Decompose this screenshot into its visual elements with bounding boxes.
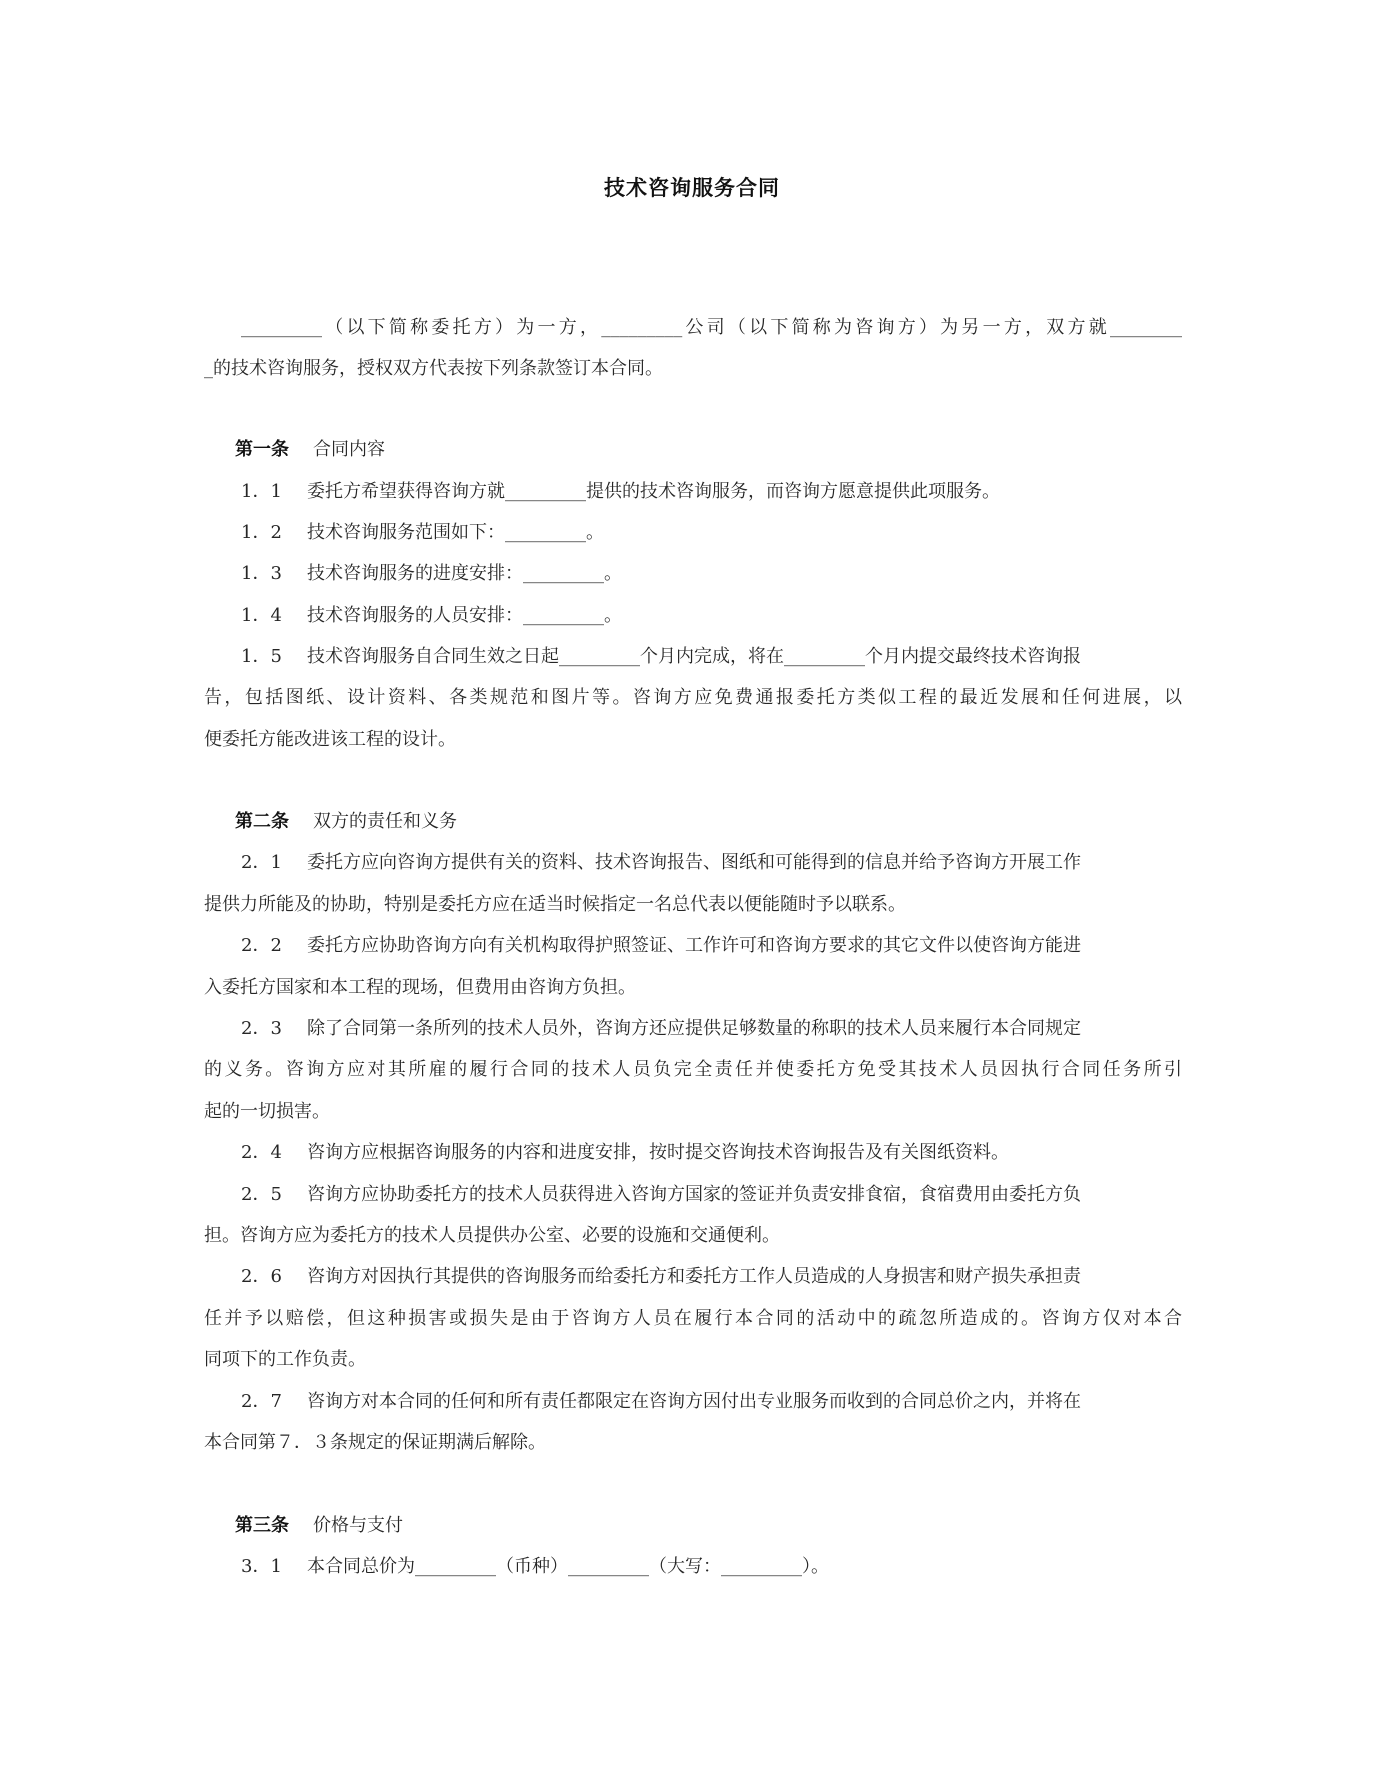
preamble-line: _的技术咨询服务，授权双方代表按下列条款签订本合同。 bbox=[204, 358, 663, 379]
clause-text: 技术咨询服务的进度安排：_________。 bbox=[307, 563, 622, 584]
clause-number: 2．1 bbox=[241, 852, 282, 873]
section-number: 第三条 bbox=[235, 1515, 289, 1536]
clause-text: 咨询方对因执行其提供的咨询服务而给委托方和委托方工作人员造成的人身损害和财产损失承担责 bbox=[307, 1266, 1081, 1287]
clause-text: 委托方希望获得咨询方就_________提供的技术咨询服务，而咨询方愿意提供此项服务。 bbox=[307, 481, 1000, 502]
clause-2-6 bbox=[241, 1265, 1081, 1289]
section-title: 价格与支付 bbox=[313, 1515, 403, 1536]
preamble-line: _________（以下简称委托方）为一方，_________公司（以下简称为咨询方）为另一方，双方就________ bbox=[241, 317, 1182, 338]
section-number: 第一条 bbox=[235, 439, 289, 460]
clause-number: 1．2 bbox=[241, 522, 282, 543]
clause-text: 委托方应向咨询方提供有关的资料、技术咨询报告、图纸和可能得到的信息并给予咨询方开展工作 bbox=[307, 852, 1081, 873]
clause-text: 本合同总价为_________（币种）_________（大写：_________）。 bbox=[307, 1556, 829, 1577]
clause-2-4 bbox=[241, 1141, 1009, 1165]
section-title: 双方的责任和义务 bbox=[313, 811, 457, 832]
clause-number: 2．6 bbox=[241, 1266, 282, 1287]
clause-continuation: 告，包括图纸、设计资料、各类规范和图片等。咨询方应免费通报委托方类似工程的最近发展和任何进展，以 bbox=[204, 687, 1182, 708]
clause-text: 技术咨询服务范围如下：_________。 bbox=[307, 522, 604, 543]
clause-continuation: 的义务。咨询方应对其所雇的履行合同的技术人员负完全责任并使委托方免受其技术人员因执行合同任务所引 bbox=[204, 1059, 1182, 1080]
clause-number: 3．1 bbox=[241, 1556, 282, 1577]
section-heading bbox=[235, 810, 457, 834]
clause-continuation: 便委托方能改进该工程的设计。 bbox=[204, 729, 456, 750]
clause-number: 2．4 bbox=[241, 1142, 282, 1163]
clause-continuation: 本合同第７．３条规定的保证期满后解除。 bbox=[204, 1432, 546, 1453]
clause-number: 2．2 bbox=[241, 935, 282, 956]
section-number: 第二条 bbox=[235, 811, 289, 832]
clause-text: 除了合同第一条所列的技术人员外，咨询方还应提供足够数量的称职的技术人员来履行本合同规定 bbox=[307, 1018, 1081, 1039]
clause-3-1 bbox=[241, 1555, 829, 1579]
clause-number: 2．5 bbox=[241, 1184, 282, 1205]
clause-continuation: 同项下的工作负责。 bbox=[204, 1349, 366, 1370]
clause-2-3 bbox=[241, 1017, 1081, 1041]
clause-text: 技术咨询服务自合同生效之日起_________个月内完成，将在_________个月内提交最终技术咨询报 bbox=[307, 646, 1081, 667]
clause-2-5 bbox=[241, 1183, 1081, 1207]
clause-number: 1．1 bbox=[241, 481, 282, 502]
clause-continuation: 入委托方国家和本工程的现场，但费用由咨询方负担。 bbox=[204, 977, 636, 998]
clause-1-2 bbox=[241, 521, 604, 545]
clause-2-1 bbox=[241, 851, 1081, 875]
clause-number: 1．3 bbox=[241, 563, 282, 584]
clause-continuation: 担。咨询方应为委托方的技术人员提供办公室、必要的设施和交通便利。 bbox=[204, 1225, 780, 1246]
document-title: 技术咨询服务合同 bbox=[604, 175, 780, 200]
clause-continuation: 提供力所能及的协助，特别是委托方应在适当时候指定一名总代表以便能随时予以联系。 bbox=[204, 894, 906, 915]
clause-text: 咨询方应协助委托方的技术人员获得进入咨询方国家的签证并负责安排食宿，食宿费用由委托方负 bbox=[307, 1184, 1081, 1205]
clause-continuation: 任并予以赔偿，但这种损害或损失是由于咨询方人员在履行本合同的活动中的疏忽所造成的。咨询方仅对本合 bbox=[204, 1308, 1182, 1329]
clause-1-1 bbox=[241, 480, 1000, 504]
clause-number: 1．4 bbox=[241, 605, 282, 626]
clause-number: 2．7 bbox=[241, 1391, 282, 1412]
section-title: 合同内容 bbox=[313, 439, 385, 460]
clause-1-3 bbox=[241, 562, 622, 586]
clause-1-4 bbox=[241, 604, 622, 628]
clause-text: 咨询方对本合同的任何和所有责任都限定在咨询方因付出专业服务而收到的合同总价之内，并将在 bbox=[307, 1391, 1081, 1412]
clause-2-7 bbox=[241, 1390, 1081, 1414]
clause-2-2 bbox=[241, 934, 1081, 958]
clause-1-5 bbox=[241, 645, 1182, 669]
clause-continuation: 起的一切损害。 bbox=[204, 1101, 330, 1122]
clause-text: 技术咨询服务的人员安排：_________。 bbox=[307, 605, 622, 626]
section-heading bbox=[235, 438, 385, 462]
section-heading bbox=[235, 1514, 403, 1538]
clause-number: 2．3 bbox=[241, 1018, 282, 1039]
clause-text: 咨询方应根据咨询服务的内容和进度安排，按时提交咨询技术咨询报告及有关图纸资料。 bbox=[307, 1142, 1009, 1163]
clause-number: 1．5 bbox=[241, 646, 282, 667]
clause-text: 委托方应协助咨询方向有关机构取得护照签证、工作许可和咨询方要求的其它文件以使咨询方能进 bbox=[307, 935, 1081, 956]
